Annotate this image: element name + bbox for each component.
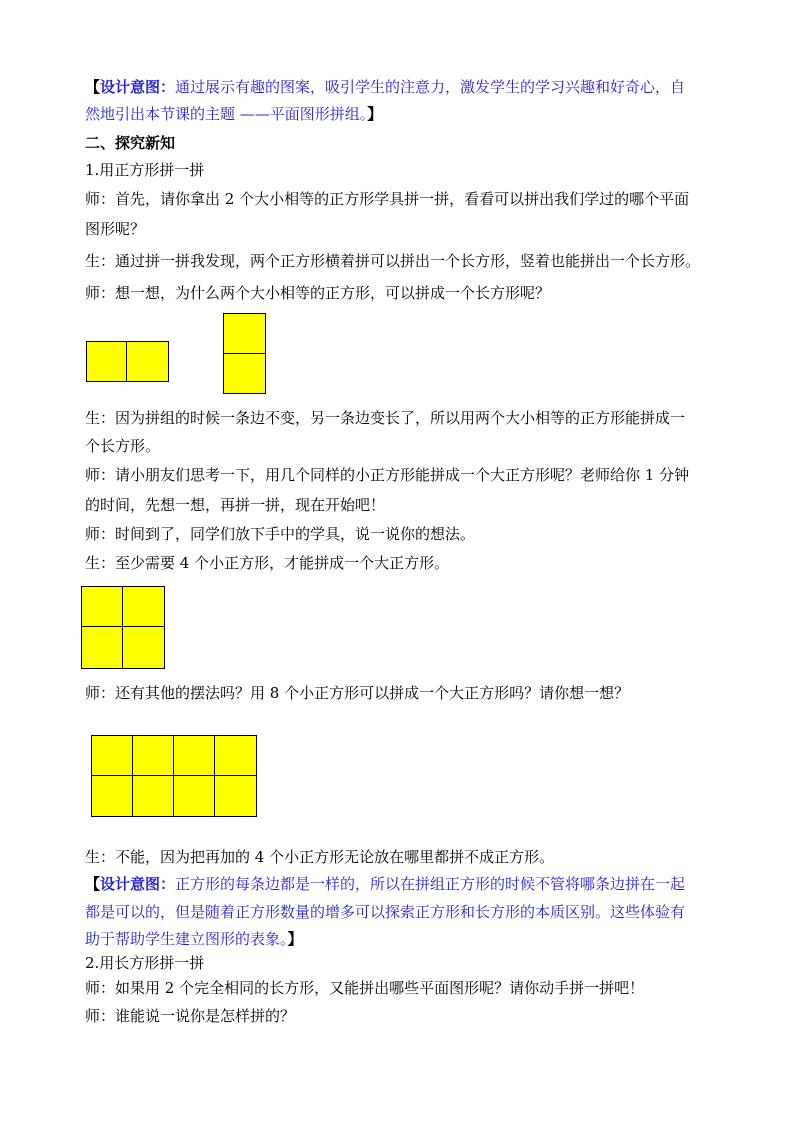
note-open-bracket: 【 — [85, 78, 101, 96]
yellow-square — [173, 735, 216, 777]
note-text: 都是可以的，但是随着正方形数量的增多可以探索正方形和长方形的本质区别。这些体验有 — [85, 903, 686, 921]
note-label: 设计意图： — [100, 875, 176, 893]
design-note-2-line-2 — [85, 902, 685, 922]
paragraph: 师：请小朋友们思考一下，用几个同样的小正方形能拼成一个大正方形呢？老师给你 1 分钟 — [85, 466, 690, 484]
note-text: 正方形的每条边都是一样的，所以在拼组正方形的时候不管将哪条边拼在一起 — [175, 875, 686, 893]
note-open-bracket: 【 — [85, 875, 101, 893]
note-text: 通过展示有趣的图案，吸引学生的注意力，激发学生的学习兴趣和好奇心，自 — [175, 78, 686, 96]
yellow-square — [81, 626, 124, 669]
subheading-2: 2.用长方形拼一拼 — [85, 954, 205, 972]
yellow-square — [91, 775, 134, 817]
yellow-square — [132, 775, 175, 817]
design-note-1-line-1 — [85, 77, 685, 97]
yellow-square — [122, 586, 165, 628]
yellow-square — [132, 735, 175, 777]
paragraph: 师：谁能说一说你是怎样拼的？ — [85, 1007, 296, 1025]
note-close-bracket: 】 — [367, 105, 383, 123]
section-heading: 二、探究新知 — [85, 134, 176, 152]
yellow-square — [126, 341, 169, 382]
note-text: 然地引出本节课的主题 ——平面图形拼组。 — [85, 105, 368, 123]
yellow-square — [81, 586, 124, 628]
paragraph: 生：不能，因为把再加的 4 个小正方形无论放在哪里都拼不成正方形。 — [85, 848, 555, 866]
note-text: 助于帮助学生建立图形的表象。 — [85, 930, 288, 948]
paragraph: 师：首先，请你拿出 2 个大小相等的正方形学具拼一拼，看看可以拼出我们学过的哪个平面 — [85, 190, 690, 208]
yellow-square — [122, 626, 165, 669]
paragraph: 图形呢？ — [85, 220, 146, 238]
paragraph: 的时间，先想一想，再拼一拼，现在开始吧！ — [85, 496, 386, 514]
yellow-square — [173, 775, 216, 817]
yellow-square — [86, 341, 128, 382]
paragraph: 师：还有其他的摆法吗？用 8 个小正方形可以拼成一个大正方形吗？请你想一想？ — [85, 684, 630, 702]
paragraph: 师：时间到了，同学们放下手中的学具，说一说你的想法。 — [85, 525, 476, 543]
design-note-2-line-1 — [85, 874, 685, 894]
note-close-bracket: 】 — [287, 930, 303, 948]
paragraph: 个长方形。 — [85, 437, 161, 455]
yellow-square — [91, 735, 134, 777]
paragraph: 师：如果用 2 个完全相同的长方形，又能拼出哪些平面图形呢？请你动手拼一拼吧！ — [85, 979, 645, 997]
yellow-square — [223, 353, 266, 394]
paragraph: 生：通过拼一拼我发现，两个正方形横着拼可以拼出一个长方形，竖着也能拼出一个长方形。 — [85, 252, 701, 270]
design-note-2-line-3 — [85, 929, 303, 949]
yellow-square — [214, 735, 257, 777]
yellow-square — [223, 313, 266, 355]
subheading-1: 1.用正方形拼一拼 — [85, 161, 205, 179]
paragraph: 师：想一想，为什么两个大小相等的正方形，可以拼成一个长方形呢？ — [85, 284, 551, 302]
paragraph: 生：至少需要 4 个小正方形，才能拼成一个大正方形。 — [85, 554, 450, 572]
paragraph: 生：因为拼组的时候一条边不变，另一条边变长了，所以用两个大小相等的正方形能拼成一 — [85, 409, 686, 427]
note-label: 设计意图： — [100, 78, 176, 96]
yellow-square — [214, 775, 257, 817]
design-note-1-line-2 — [85, 104, 382, 124]
